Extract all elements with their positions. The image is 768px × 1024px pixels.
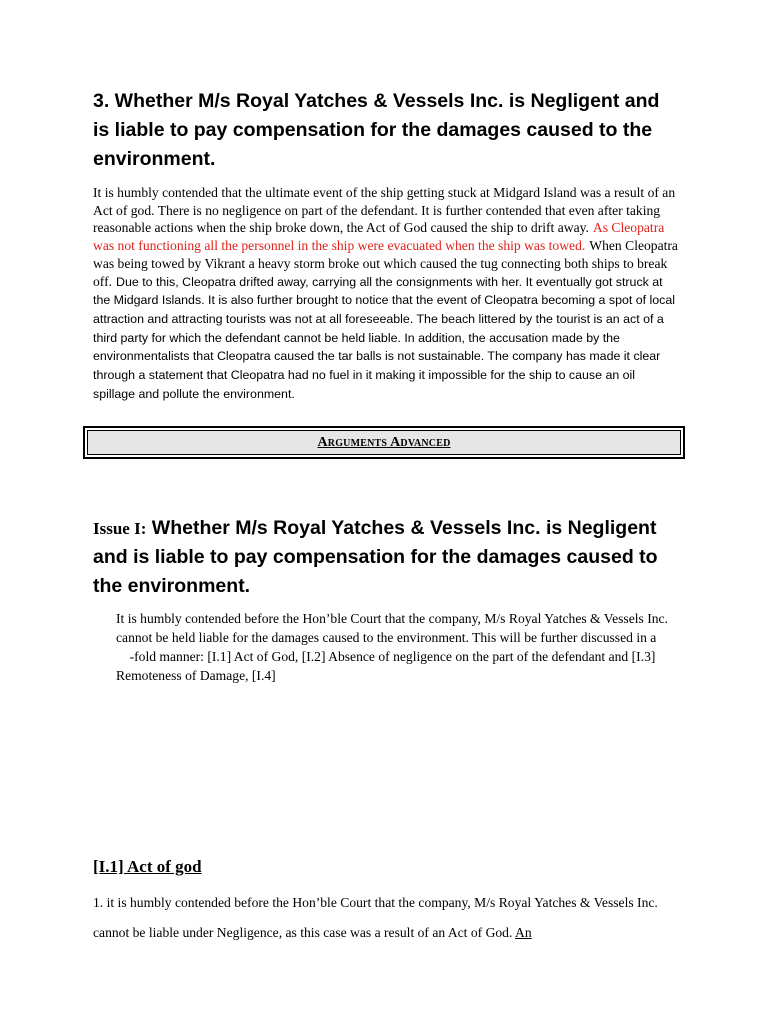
paragraph-serif-text-2: When Cleopatra was being towed by Vikrant a heavy storm broke out which caused the tug connecting both ships to break off.: [93, 238, 678, 289]
issue-1-heading: [93, 514, 673, 601]
issue-1-prefix: Issue I:: [93, 519, 147, 538]
paragraph-sans-text: Due to this, Cleopatra drifted away, carrying all the consignments with her. It eventually got struck at the Midgard Islands. It is also further brought to notice that the event of Cleopatra becoming a spot of local attraction and attracting tourists was not at all foreseeable. The beach littered by the tourist is an act of a third party for which the defendant cannot be held liable. In addition, the accusation made by the environmentalists that Cleopatra caused the tar balls is not sustainable. The company has made it clear through a statement that Cleopatra had no fuel in it making it impossible for the ship to cause an oil spillage and pollute the environment.: [93, 274, 676, 401]
act-of-god-paragraph: [93, 888, 675, 948]
section-3-heading: 3. Whether M/s Royal Yatches & Vessels Inc. is Negligent and is liable to pay compensation for the damages caused to the environment.: [93, 90, 660, 170]
arguments-advanced-banner: [83, 426, 685, 459]
paragraph-serif-text-1: It is humbly contended that the ultimate event of the ship getting stuck at Midgard Island was a result of an Act of god. There is no negligence on part of the defendant. It is further contended that even after taking reasonable actions when the ship broke down, the Act of God caused the ship to drift away.: [93, 185, 676, 236]
act-of-god-tail: An: [515, 925, 532, 940]
banner-title: Arguments Advanced: [317, 434, 451, 450]
banner-inner-box: [87, 430, 681, 455]
act-of-god-text: 1. it is humbly contended before the Hon’ble Court that the company, M/s Royal Yatches & Vessels Inc. cannot be liable under Negligence, as this case was a result of an Act of God.: [93, 895, 658, 940]
highlighted-red-text: As Cleopatra was not functioning all the personnel in the ship were evacuated when the ship was towed.: [93, 220, 665, 254]
issue-1-title: Whether M/s Royal Yatches & Vessels Inc. is Negligent and is liable to pay compensation for the damages caused to the environment.: [93, 517, 658, 597]
section-3-paragraph: [93, 184, 678, 403]
issue-1-paragraph: It is humbly contended before the Hon’ble Court that the company, M/s Royal Yatches & Vessels Inc. cannot be held liable for the damages caused to the environment. This will be further discussed in a -fold manner: [I.1] Act of God, [I.2] Absence of negligence on the part of the defendant and [I.3] Remoteness of Damage, [I.4]: [116, 611, 668, 683]
act-of-god-heading: [I.1] Act of god: [93, 857, 202, 876]
